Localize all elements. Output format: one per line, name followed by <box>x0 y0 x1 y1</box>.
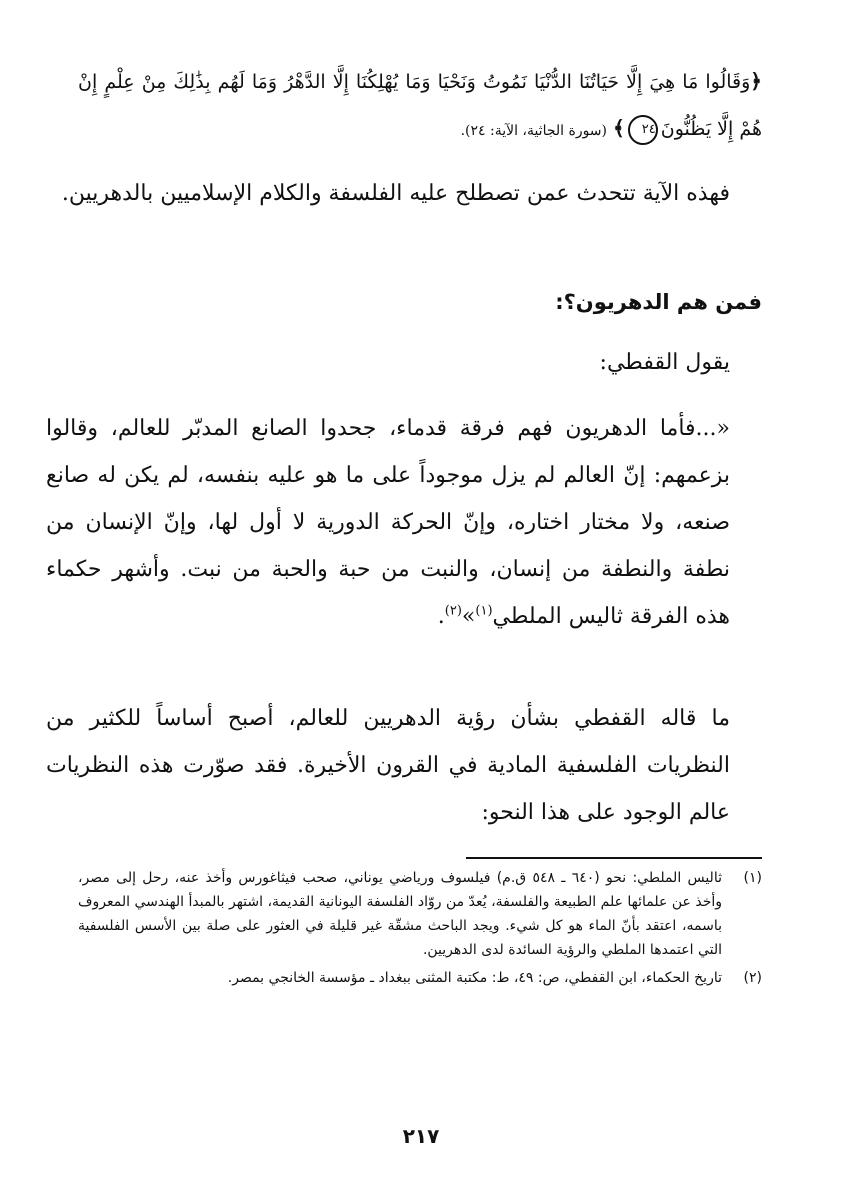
footnotes-section <box>78 866 762 994</box>
footnote-ref-1[interactable]: (١) <box>475 603 493 619</box>
footnote-item <box>78 966 762 990</box>
footnote-divider <box>466 857 762 859</box>
section-heading: فمن هم الدهريون؟: <box>555 290 762 314</box>
quran-close-bracket: ﴾ <box>613 116 625 140</box>
quran-verse-text: وَقَالُوا مَا هِيَ إِلَّا حَيَاتُنَا الدُّنْيَا نَمُوتُ وَنَحْيَا وَمَا يُهْلِكُنَا إِلَّا الدَّهْرُ وَمَا لَهُم بِذَٰلِكَ مِنْ عِلْمٍ إِنْ هُمْ إِلَّا يَظُنُّونَ <box>78 71 762 140</box>
page-number: ٢١٧ <box>402 1124 440 1148</box>
closing-quote: » <box>461 604 476 629</box>
quote-text: «...فأما الدهريون فهم فرقة قدماء، جحدوا الصانع المدبّر للعالم، وقالوا بزعمهم: إنّ العالم لم يزل موجوداً على ما هو عليه بنفسه، لم يكن له صانع صنعه، ولا مختار اختاره، وإنّ الحركة الدورية لا أول لها، وإنّ الإنسان من نطفة والنطفة من إنسان، والنبت من حبة والحبة من نبت. وأشهر حكماء هذه الفرقة ثاليس الملطي <box>46 416 730 629</box>
footnote-item <box>78 866 762 962</box>
quran-verse-block <box>78 58 762 154</box>
footnote-ref-2[interactable]: (٢) <box>444 603 462 619</box>
footnote-text: تاريخ الحكماء، ابن القفطي، ص: ٤٩، ط: مكتبة المثنى ببغداد ـ مؤسسة الخانجي بمصر. <box>227 970 722 986</box>
paragraph-dahriyyin-intro: فهذه الآية تتحدث عمن تصطلح عليه الفلسفة والكلام الإسلاميين بالدهريين. <box>61 181 730 206</box>
paragraph-qifti-quote <box>46 405 762 640</box>
quran-open-bracket: ﴿ <box>750 69 762 93</box>
ayah-number-marker: ٢٤ <box>628 115 658 145</box>
paragraph-materialist-theories: ما قاله القفطي بشأن رؤية الدهريين للعالم، أصبح أساساً للكثير من النظريات الفلسفية المادية في القرون الأخيرة. فقد صوّرت هذه النظريات عالم الوجود على هذا النحو: <box>46 706 730 825</box>
paragraph-qifti-says: يقول القفطي: <box>599 350 730 375</box>
quran-reference: (سورة الجاثية، الآية: ٢٤). <box>460 123 607 139</box>
quote-end-period: . <box>437 604 445 629</box>
footnote-text: ثاليس الملطي: نحو (٦٤٠ ـ ٥٤٨ ق.م) فيلسوف ورياضي يوناني، صحب فيثاغورس وأخذ عنه، رحل إلى مصر، وأخذ عن علمائها علم الطبيعة والفلسفة، يُعدّ من روّاد الفلسفة اليونانية القديمة، اشتهر بالمبدأ الهندسي المعروف باسمه، اعتقد بأنّ الماء هو كل شيء. ويجد الباحث مشقّة غير قليلة في العثور على صلة بين الأسس الفلسفية التي اعتمدها الملطي والرؤية السائدة لدى الدهريين. <box>78 870 722 958</box>
footnote-number: (١) <box>743 870 762 886</box>
footnote-number: (٢) <box>743 970 762 986</box>
